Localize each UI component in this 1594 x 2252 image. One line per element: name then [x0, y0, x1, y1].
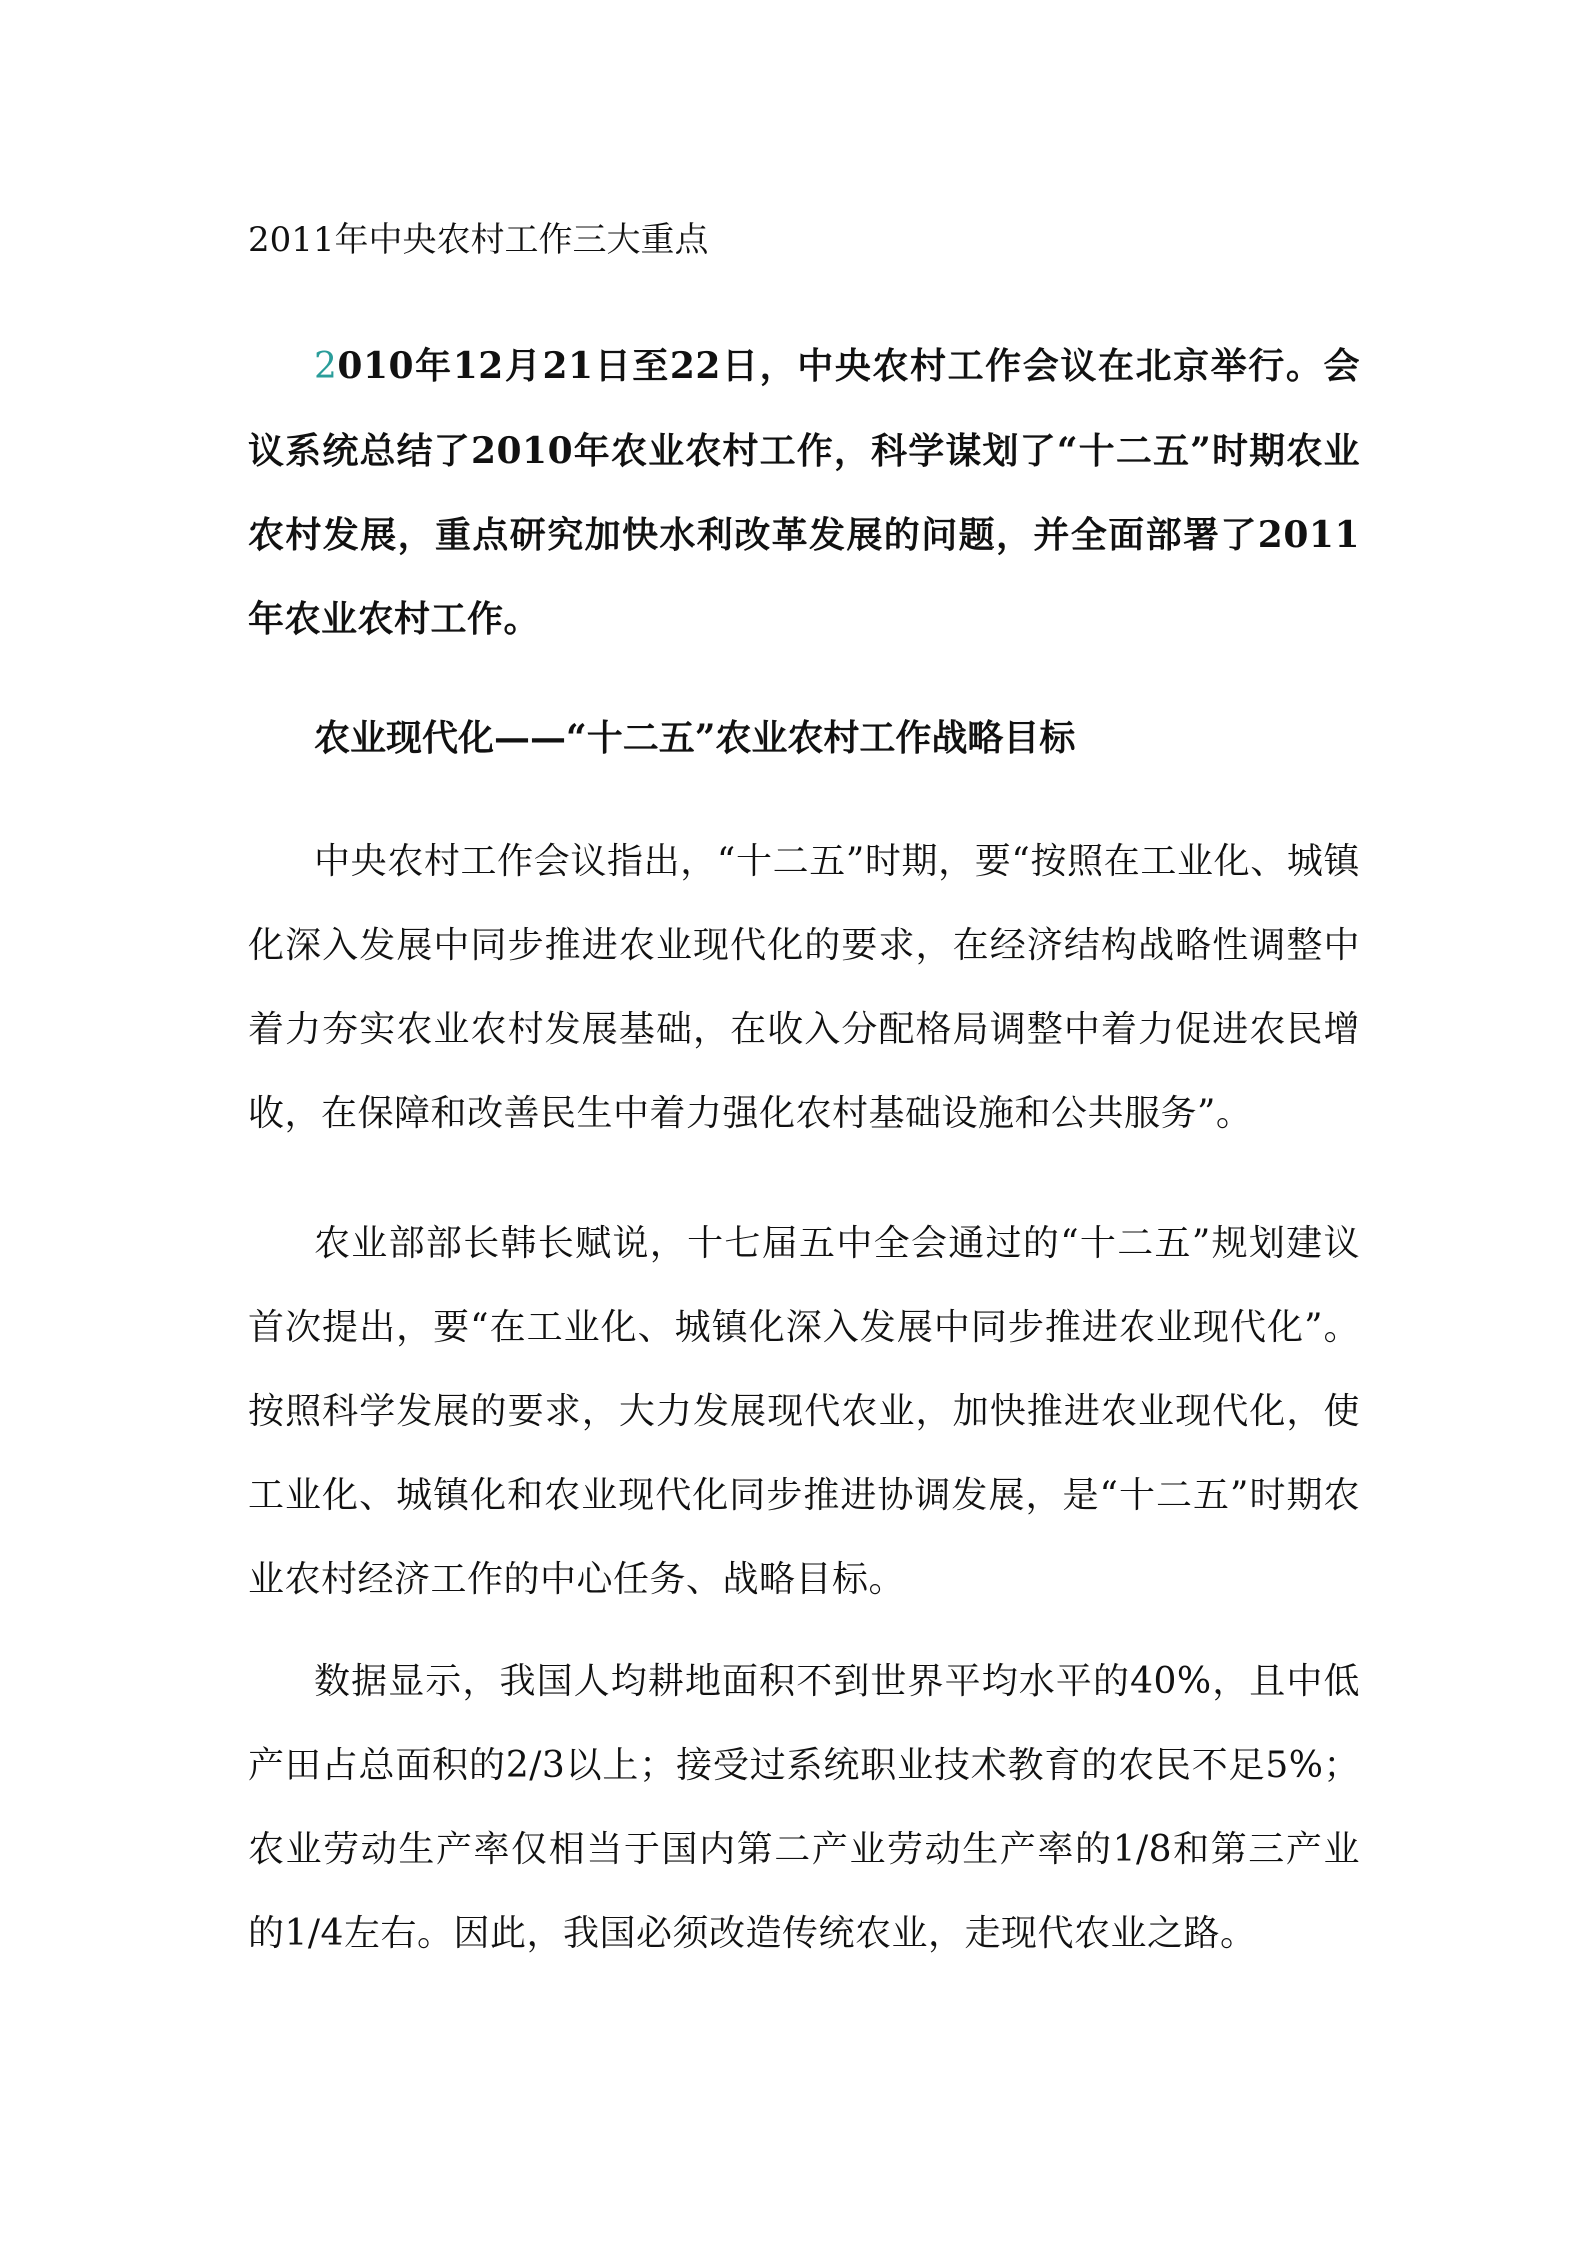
intro-paragraph [248, 324, 1360, 661]
body-paragraph: 农业部部长韩长赋说，十七届五中全会通过的“十二五”规划建议首次提出，要“在工业化、城镇化深入发展中同步推进农业现代化”。按照科学发展的要求，大力发展现代农业，加快推进农业现代化，使工业化、城镇化和农业现代化同步推进协调发展，是“十二五”时期农业农村经济工作的中心任务、战略目标。 [248, 1223, 1360, 1600]
intro-accent-char: 2 [314, 346, 338, 387]
document-title: 2011年中央农村工作三大重点 [248, 220, 709, 260]
section-heading: 农业现代化——“十二五”农业农村工作战略目标 [314, 717, 1076, 759]
intro-text: 010年12月21日至22日，中央农村工作会议在北京举行。会议系统总结了2010年农业农村工作，科学谋划了“十二五”时期农业农村发展，重点研究加快水利改革发展的问题，并全面部署了2011年农业农村工作。 [248, 345, 1360, 640]
body-paragraph: 中央农村工作会议指出，“十二五”时期，要“按照在工业化、城镇化深入发展中同步推进农业现代化的要求，在经济结构战略性调整中着力夯实农业农村发展基础，在收入分配格局调整中着力促进农民增收，在保障和改善民生中着力强化农村基础设施和公共服务”。 [248, 841, 1360, 1134]
body-paragraph: 数据显示，我国人均耕地面积不到世界平均水平的40%，且中低产田占总面积的2/3以上；接受过系统职业技术教育的农民不足5%；农业劳动生产率仅相当于国内第二产业劳动生产率的1/8和第三产业的1/4左右。因此，我国必须改造传统农业，走现代农业之路。 [248, 1661, 1360, 1954]
